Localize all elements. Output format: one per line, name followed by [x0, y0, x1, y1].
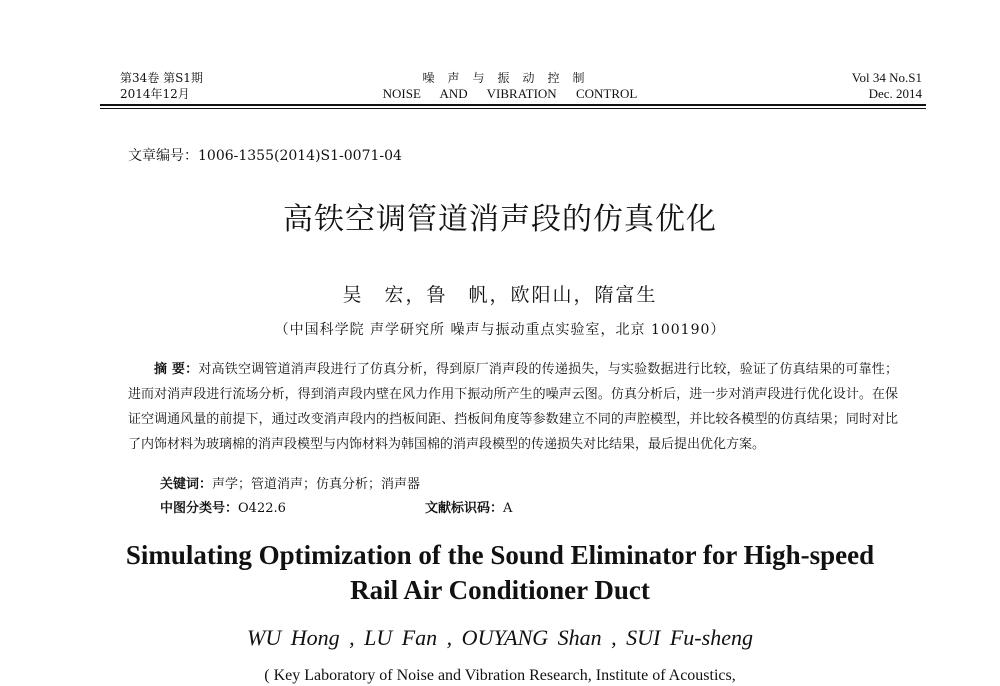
doc-code-label: 文献标识码：: [425, 501, 504, 516]
keywords-text: 声学；管道消声；仿真分析；消声器: [212, 477, 421, 492]
abstract-label: 摘 要：: [154, 362, 199, 377]
header-right: [852, 70, 922, 102]
keywords-label: 关键词：: [160, 477, 213, 492]
header-left: [120, 70, 203, 102]
running-header: [100, 70, 926, 104]
abstract-text: 对高铁空调管道消声段进行了仿真分析，得到原厂消声段的传递损失，与实验数据进行比较，验证了仿真结果的可靠性；进而对消声段进行流场分析，得到消声段内壁在风力作用下振动所产生的噪声云图。仿真分析后，进一步对消声段进行优化设计。在保证空调通风量的前提下，通过改变消声段内的挡板间距、挡板间角度等参数建立不同的声腔模型，并比较各模型的仿真结果；同时对比了内饰材料为玻璃棉的消声段模型与内饰材料为韩国棉的消声段模型的传递损失对比结果，最后提出优化方案。: [128, 362, 898, 452]
date-en: Dec. 2014: [868, 86, 922, 101]
clc-text: O422.6: [238, 501, 286, 516]
title-en: [0, 538, 1000, 608]
document-code: [425, 500, 512, 518]
volume-en: Vol 34 No.S1: [851, 70, 922, 85]
authors-cn: 吴 宏，鲁 帆，欧阳山，隋富生: [342, 284, 658, 306]
abstract-cn: [128, 357, 898, 457]
affiliation-cn: （中国科学院 声学研究所 噪声与振动重点实验室，北京 100190）: [274, 322, 726, 338]
volume-cn: 第34卷 第S1期: [120, 71, 203, 85]
article-number: 文章编号：1006-1355(2014)S1-0071-04: [128, 148, 402, 164]
title-en-line2: Rail Air Conditioner Duct: [350, 575, 650, 605]
header-rule-thick: [100, 104, 926, 106]
date-cn: 2014年12月: [120, 87, 190, 101]
clc-label: 中图分类号：: [160, 501, 239, 516]
doc-code-text: A: [503, 501, 513, 516]
header-center: [330, 70, 690, 102]
title-en-line1: Simulating Optimization of the Sound Eliminator for High-speed: [125, 540, 875, 570]
header-rule-thin: [100, 108, 926, 109]
journal-name-en: NOISE AND VIBRATION CONTROL: [382, 86, 638, 101]
authors-en: WU Hong , LU Fan , OUYANG Shan , SUI Fu-sheng: [247, 625, 753, 650]
title-cn: 高铁空调管道消声段的仿真优化: [283, 202, 717, 237]
affiliation-en: ( Key Laboratory of Noise and Vibration Research, Institute of Acoustics,: [264, 667, 736, 684]
journal-name-cn: 噪声与振动控制: [422, 71, 598, 85]
clc-number: [160, 500, 286, 518]
keywords: [160, 476, 420, 494]
